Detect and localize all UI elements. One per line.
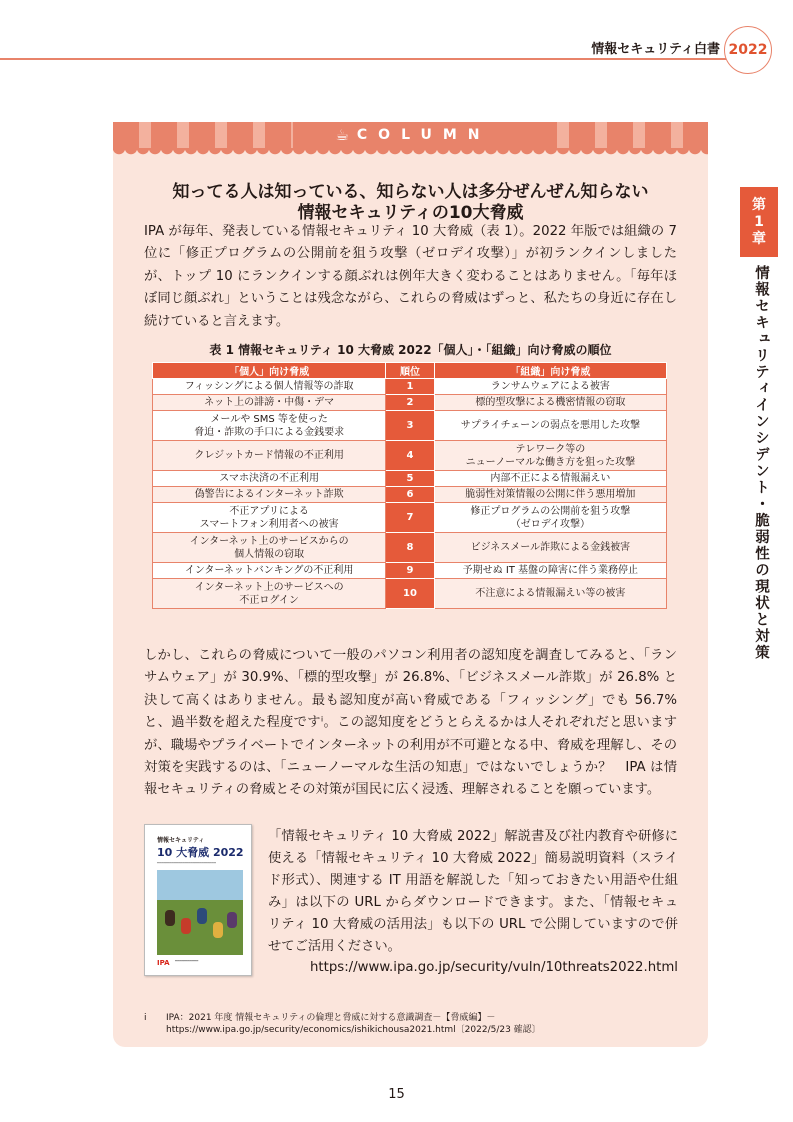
org-threat-cell: 不注意による情報漏えい等の被害 [434, 579, 666, 609]
chapter-tab [740, 187, 778, 257]
org-threat-cell: ランサムウェアによる被害 [434, 379, 666, 395]
org-threat-cell: ビジネスメール詐欺による金銭被害 [434, 533, 666, 563]
coffee-cup-icon: ☕ [335, 126, 349, 144]
brochure-kicker: 情報セキュリティ [157, 837, 205, 844]
survey-paragraph: しかし、これらの脅威について一般のパソコン利用者の認知度を調査してみると、「ランサムウェア」が 30.9%、「標的型攻撃」が 26.8%、「ビジネスメール詐欺」が 26.8% と決して高くはありません。最も認知度が高い脅威である「フィッシング」でも 56.7% と、過半数を超えた程度ですⁱ。この認知度をどうとらえるかは人それぞれだと思いますが、職場やプライベートでインターネットの利用が不可避となる中、脅威を理解し、その対策を実践するのは、「ニューノーマルな生活の知恵」ではないでしょうか？ IPA は情報セキュリティの脅威とその対策が国民に広く浸透、理解されることを願っています。 [144, 648, 677, 798]
rank-cell: 10 [386, 579, 434, 609]
column-title-line2: 情報セキュリティの10大脅威 [297, 203, 524, 223]
table-header-row [153, 363, 667, 379]
chapter-prefix: 第 [752, 196, 766, 213]
column-header [113, 122, 708, 148]
year-badge: 2022 [724, 26, 772, 74]
column-title-line1: 知ってる人は知っている、知らない人は多分ぜんぜん知らない [172, 182, 649, 202]
table-row [153, 379, 667, 395]
org-threat-cell: 標的型攻撃による機密情報の窃取 [434, 395, 666, 411]
column-label [293, 122, 533, 148]
rank-cell: 8 [386, 533, 434, 563]
header-org: 「組織」向け脅威 [434, 363, 666, 379]
footnote-line2[interactable]: https://www.ipa.go.jp/security/economics/ishikichousa2021.html〔2022/5/23 確認〕 [166, 1025, 541, 1035]
brochure-illustration [157, 870, 243, 955]
personal-threat-cell: インターネットバンキングの不正利用 [153, 563, 386, 579]
header-personal: 「個人」向け脅威 [153, 363, 386, 379]
download-url[interactable]: https://www.ipa.go.jp/security/vuln/10threats2022.html [309, 960, 678, 975]
footnote-line1: IPA：2021 年度 情報セキュリティの倫理と脅威に対する意識調査－【脅威編】－ [166, 1013, 496, 1023]
personal-threat-cell: スマホ決済の不正利用 [153, 471, 386, 487]
rank-cell: 6 [386, 487, 434, 503]
table-row [153, 411, 667, 441]
table-row [153, 503, 667, 533]
chapter-suffix: 章 [752, 230, 766, 247]
personal-threat-cell: インターネット上のサービスへの 不正ログイン [153, 579, 386, 609]
chapter-title: 情報セキュリティインシデント・脆弱性の現状と対策 [753, 265, 769, 661]
rank-cell: 4 [386, 441, 434, 471]
table-row [153, 471, 667, 487]
footnote-marker: i [144, 1013, 147, 1023]
table-row [153, 395, 667, 411]
header-title: 情報セキュリティ白書 [591, 42, 720, 57]
rank-cell: 1 [386, 379, 434, 395]
brochure-org-line: ━━━━━━━━━━━ [175, 959, 199, 963]
table-caption: 表 1 情報セキュリティ 10 大脅威 2022「個人」・「組織」向け脅威の順位 [209, 343, 612, 357]
table-row [153, 579, 667, 609]
org-threat-cell: 予期せぬ IT 基盤の障害に伴う業務停止 [434, 563, 666, 579]
threats-table [152, 362, 667, 609]
org-threat-cell: サプライチェーンの弱点を悪用した攻撃 [434, 411, 666, 441]
header-rank: 順位 [386, 363, 434, 379]
page-number: 15 [388, 1087, 405, 1102]
header-rule [0, 58, 728, 60]
personal-threat-cell: 不正アプリによる スマートフォン利用者への被害 [153, 503, 386, 533]
brochure-subtitle-line: ━━━━━━━━━━━━━━━━━━━━━━━━━━━━ [157, 861, 217, 865]
ipa-logo: IPA [157, 959, 170, 967]
personal-threat-cell: 偽警告によるインターネット詐欺 [153, 487, 386, 503]
org-threat-cell: 修正プログラムの公開前を狙う攻撃 （ゼロデイ攻撃） [434, 503, 666, 533]
brochure-cover [144, 824, 252, 976]
column-label-text: COLUMN [356, 127, 491, 143]
table-row [153, 487, 667, 503]
personal-threat-cell: ネット上の誹謗・中傷・デマ [153, 395, 386, 411]
personal-threat-cell: クレジットカード情報の不正利用 [153, 441, 386, 471]
chapter-number: 1 [754, 213, 764, 230]
org-threat-cell: 内部不正による情報漏えい [434, 471, 666, 487]
column-scallop [113, 148, 708, 156]
rank-cell: 9 [386, 563, 434, 579]
org-threat-cell: 脆弱性対策情報の公開に伴う悪用増加 [434, 487, 666, 503]
download-paragraph: 「情報セキュリティ 10 大脅威 2022」解説書及び社内教育や研修に使える「情報セキュリティ 10 大脅威 2022」簡易説明資料（スライド形式）、関連する IT 用語を解説した「知っておきたい用語や仕組み」は以下の URL からダウンロードできます。また、「情報セキュリティ 10 大脅威の活用法」も以下の URL で公開していますので併せてご活用ください。 [268, 829, 678, 954]
table-row [153, 563, 667, 579]
rank-cell: 5 [386, 471, 434, 487]
rank-cell: 2 [386, 395, 434, 411]
brochure-title: 10 大脅威 2022 [157, 846, 244, 859]
table-row [153, 533, 667, 563]
intro-paragraph: IPA が毎年、発表している情報セキュリティ 10 大脅威（表 1）。2022 年版では組織の 7 位に「修正プログラムの公開前を狙う攻撃（ゼロデイ攻撃）」が初ランクインしましたが、トップ 10 にランクインする顔ぶれは例年大きく変わることはありません。「毎年ほぼ同じ顔ぶれ」ということは残念ながら、これらの脅威はずっと、私たちの身近に存在し続けていると言えます。 [144, 224, 677, 329]
rank-cell: 3 [386, 411, 434, 441]
personal-threat-cell: インターネット上のサービスからの 個人情報の窃取 [153, 533, 386, 563]
rank-cell: 7 [386, 503, 434, 533]
org-threat-cell: テレワーク等の ニューノーマルな働き方を狙った攻撃 [434, 441, 666, 471]
personal-threat-cell: フィッシングによる個人情報等の詐取 [153, 379, 386, 395]
table-row [153, 441, 667, 471]
personal-threat-cell: メールや SMS 等を使った 脅迫・詐欺の手口による金銭要求 [153, 411, 386, 441]
